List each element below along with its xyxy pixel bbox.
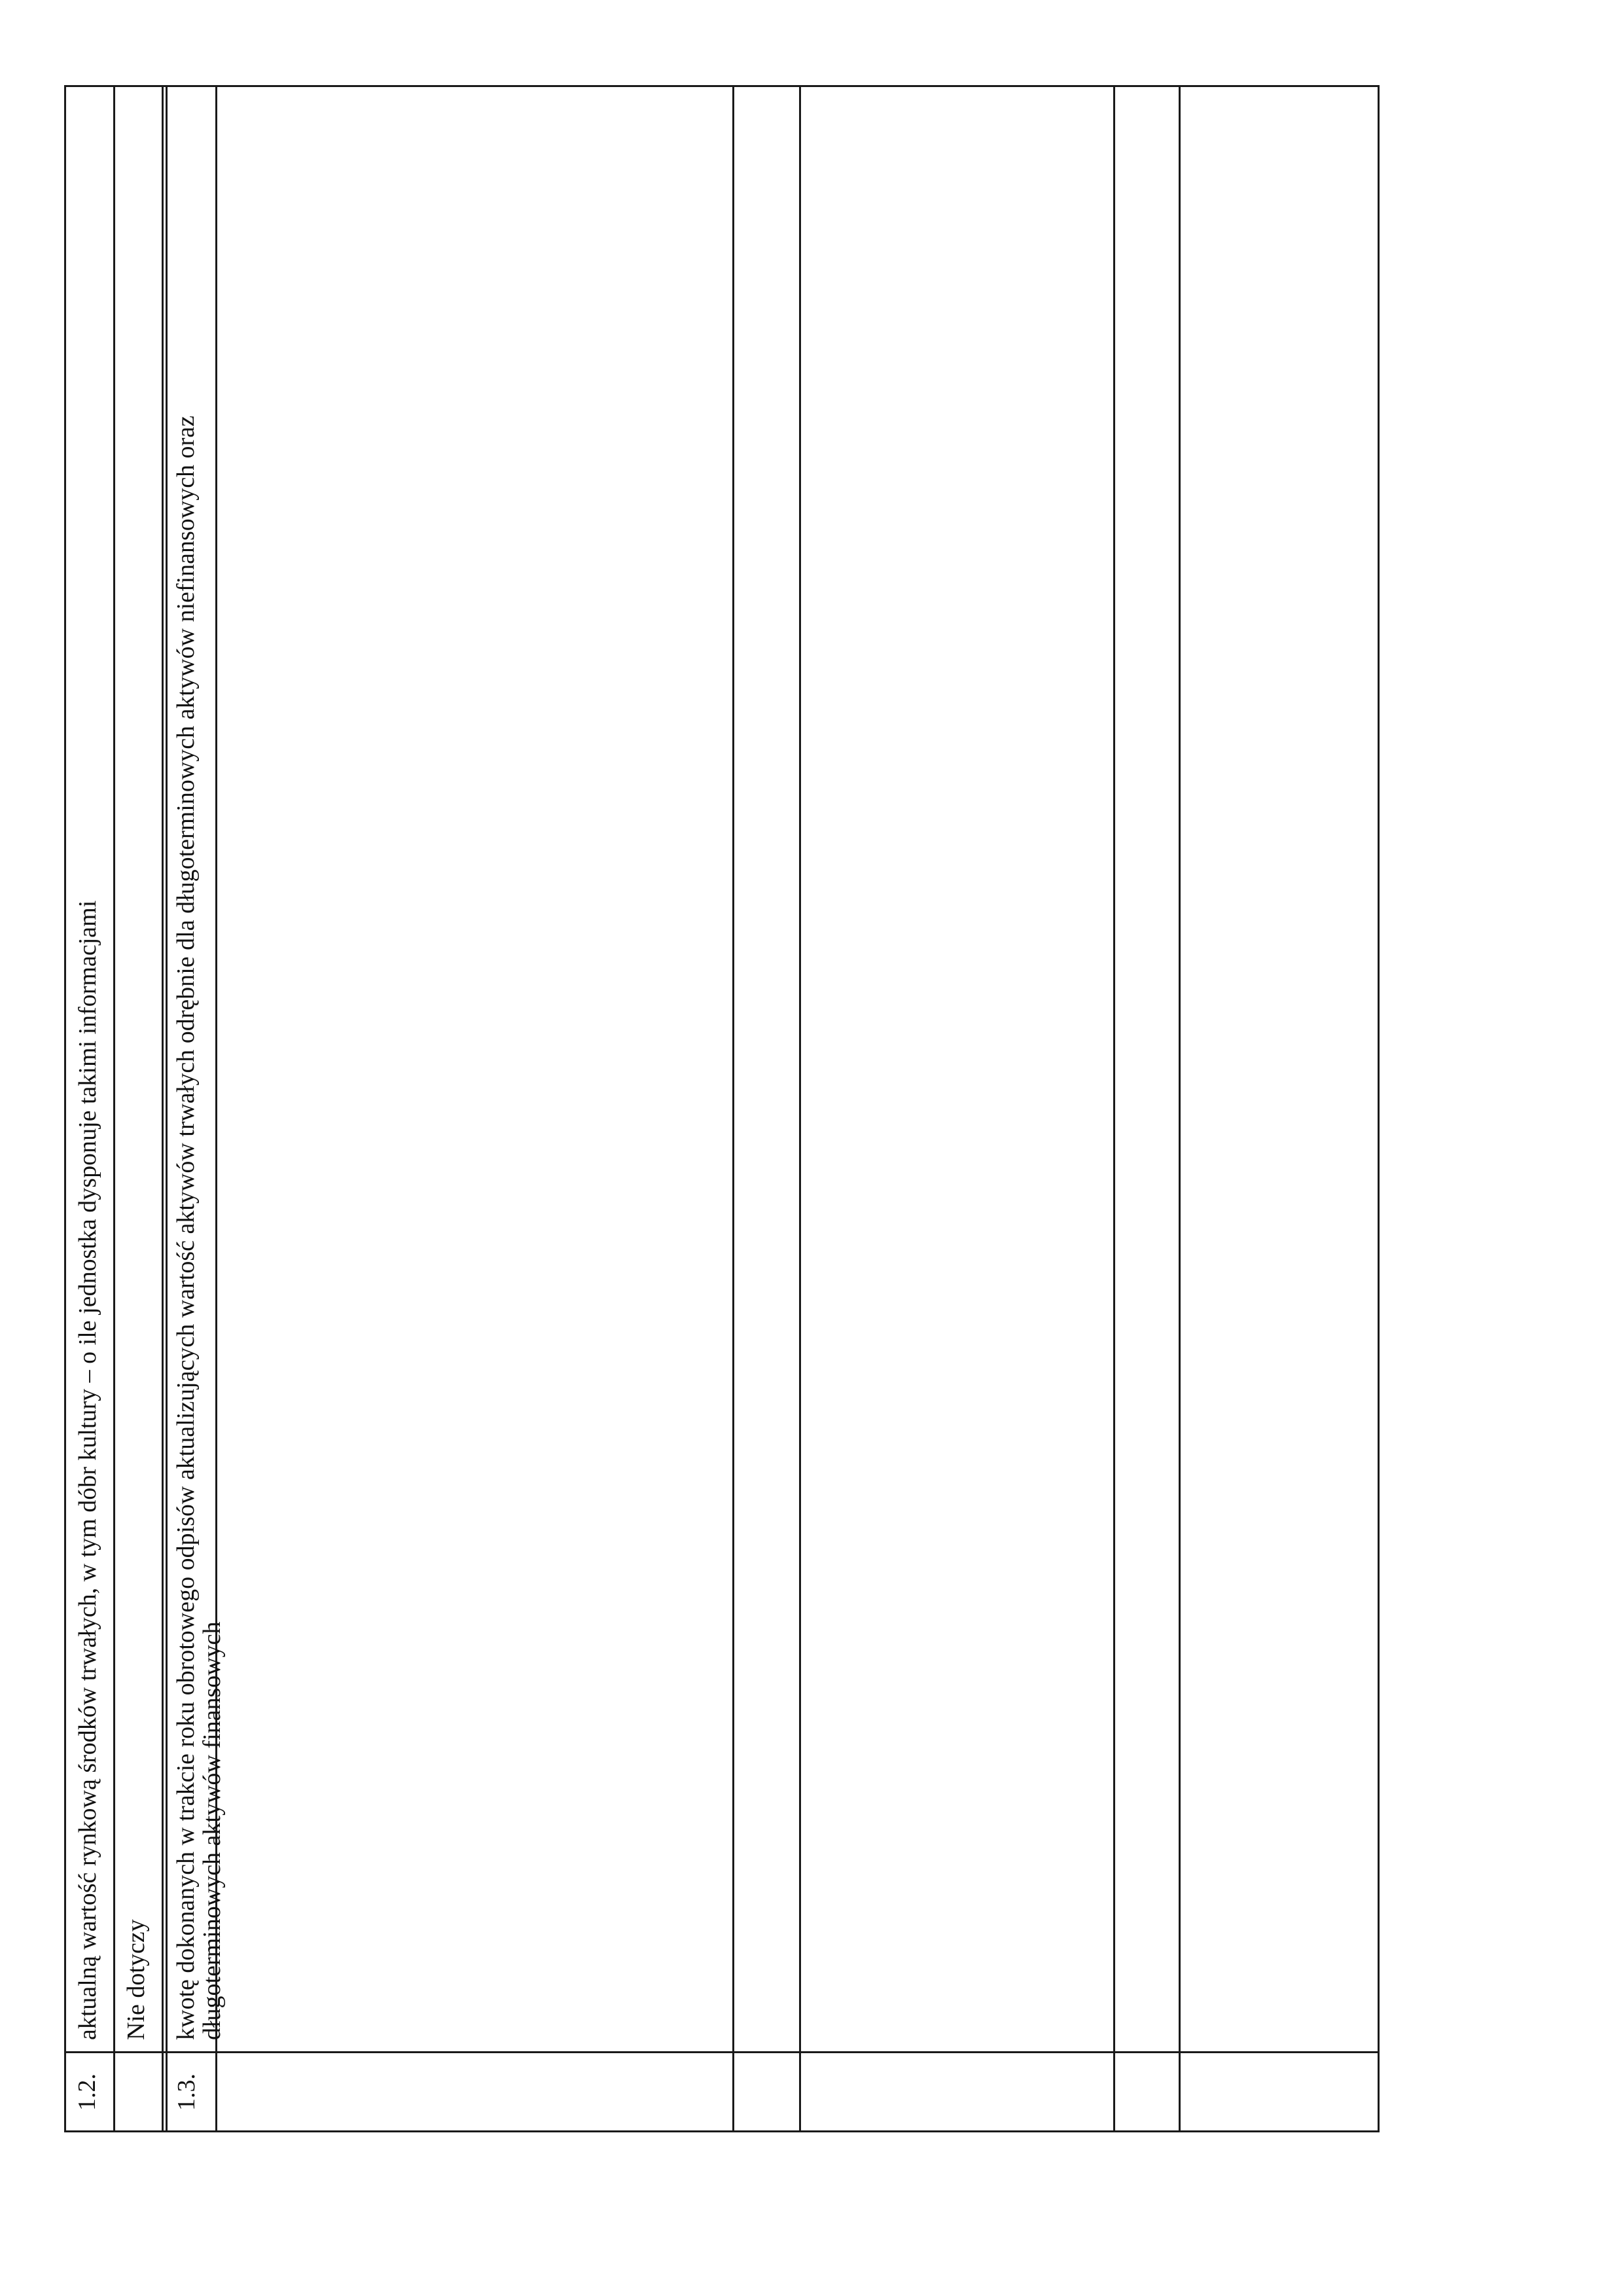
- section-text: kwotę dokonanych w trakcie roku obrotowego odpisów aktualizujących wartość aktywów trwałych odrębnie dla długoterminowych aktywów niefinansowych oraz: [172, 416, 200, 2040]
- section-number: 1.3.: [173, 2073, 200, 2111]
- section-text: długoterminowych aktywów finansowych: [198, 1621, 226, 2040]
- report-frame: [64, 85, 1380, 2132]
- section-text: aktualną wartość rynkową środków trwałych, w tym dóbr kultury – o ile jednostka dysponuje takimi informacjami: [74, 900, 101, 2040]
- section-number: 1.2.: [73, 2073, 101, 2111]
- section-note: Nie dotyczy: [122, 1919, 150, 2040]
